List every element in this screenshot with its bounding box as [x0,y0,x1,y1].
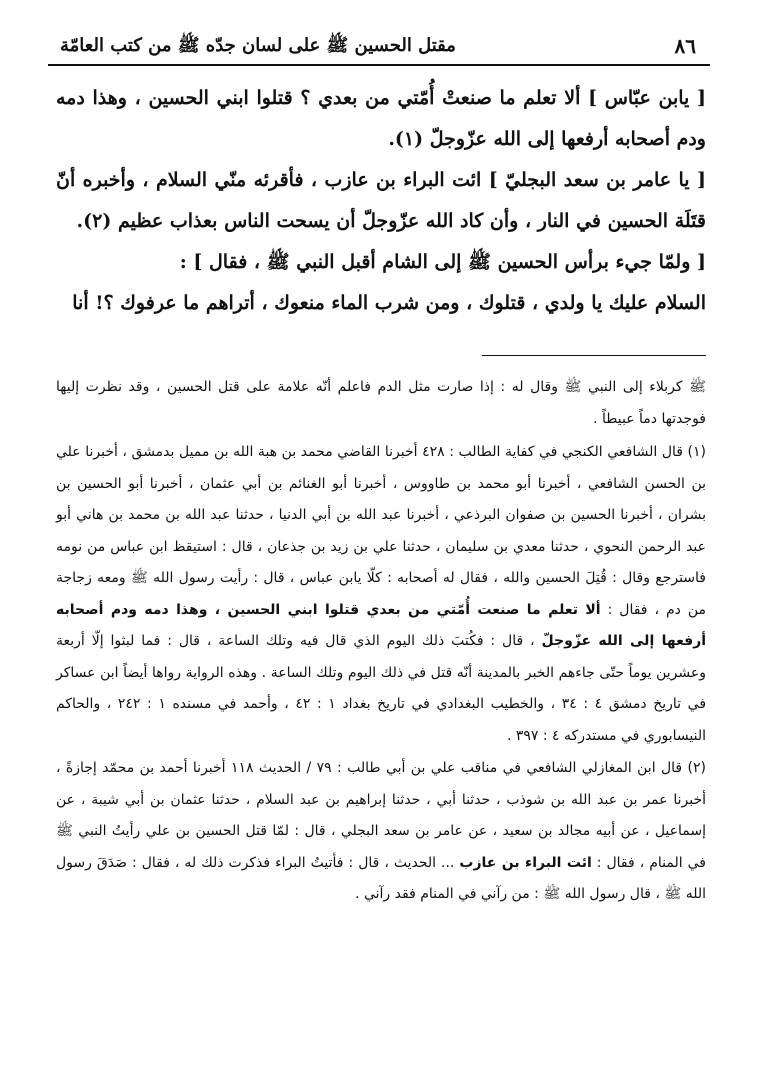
footnote-1-text-b: ، قال : فكُتبَ ذلك اليوم الذي قال فيه وتلك الساعة ، قال : فما لبثوا إلّا أربعة وعشرين يوماً حتّى جاءهم الخبر بالمدينة أنّه قتل في ذلك اليوم وتلك الساعة . وهذه الرواية رواها أيضاً ابن عساكر في تاريخ دمشق ٤ : ٣٤ ، والخطيب البغدادي في تاريخ بغداد ١ : ٤٢ ، وأحمد في مسنده ١ : ٢٤٢ ، والحاكم النيسابوري في مستدركه ٤ : ٣٩٧ . [56,633,707,744]
footnote-1-bold-quote: ألا تعلم ما صنعت أُمّتي من بعدي قتلوا ابني الحسين ، وهذا دمه ودم أصحابه أرفعها إلى الله عزّوجلّ [56,601,706,649]
footnote-2 [56,753,706,911]
footnote-1-text-a: (١) قال الشافعي الكنجي في كفاية الطالب : ٤٢٨ أخبرنا القاضي محمد بن هبة الله بن مميل بدمشق ، أخبرنا علي بن الحسن الشافعي ، أخبرنا أبو محمد بن طاووس ، أخبرنا أبو الغنائم بن أبي عثمان ، أخبرنا أبو الحسين بن بشران ، أخبرنا الحسين بن صفوان البرذعي ، أخبرنا عبد الله بن أبي الدنيا ، حدثنا عبد الله بن محمد بن هاني أبو عبد الرحمن النحوي ، حدثنا معدي بن سليمان ، حدثنا علي بن زيد بن جذعان ، قال : استيقظ ابن عباس من نومه فاسترجع وقال : قُتِلَ الحسين والله ، فقال له أصحابه : كلّا يابن عباس ، قال : رأيت رسول الله ﷺ ومعه زجاجة من دم ، فقال : [56,444,707,618]
footnote-2-text-b: ... الحديث ، قال : فأتيتُ البراء فذكرت ذلك له ، فقال : صَدَقَ رسول الله ﷺ ، قال رسول الله ﷺ : من رآني في المنام فقد رآني . [56,854,706,902]
footnotes [56,372,706,911]
footnote-continuation: ﷺ كربلاء إلى النبي ﷺ وقال له : إذا صارت مثل الدم فاعلم أنّه علامة على قتل الحسين ، وقد نظرت إليها فوجدتها دماً عبيطاً . [56,379,706,427]
footnote-1 [56,437,706,752]
page-number: ٨٦ [674,34,696,58]
main-text [56,78,706,324]
main-paragraph: [ ولمّا جيء برأس الحسين ﷺ إلى الشام أقبل النبي ﷺ ، فقال ] : [179,251,706,273]
footnote-separator [482,355,706,356]
main-paragraph: السلام عليك يا ولدي ، قتلوك ، ومن شرب الماء منعوك ، أتراهم ما عرفوك ؟! أنا [72,292,706,314]
main-paragraph: [ يابن عبّاس ] ألا تعلم ما صنعتْ أُمّتي من بعدي ؟ قتلوا ابني الحسين ، وهذا دمه ودم أصحابه أرفعها إلى الله عزّوجلّ (١). [56,87,706,150]
running-title: مقتل الحسين ﷺ على لسان جدّه ﷺ من كتب العامّة [60,35,456,56]
footnote-2-text-a: (٢) قال ابن المغازلي الشافعي في مناقب علي بن أبي طالب : ٧٩ / الحديث ١١٨ أخبرنا أحمد بن محمّد إجازةً ، أخبرنا عمر بن عبد الله بن شوذب ، حدثنا أبي ، حدثنا إبراهيم بن عبد السلام ، حدثنا عثمان بن أبي شيبة ، عن إسماعيل ، عن أبيه مجالد بن سعيد ، عن عامر بن سعد البجلي ، قال : لمّا قتل الحسين بن علي رأيتُ النبي ﷺ في المنام ، فقال : [56,760,706,871]
page-header [48,30,708,66]
main-paragraph: [ يا عامر بن سعد البجليّ ] ائت البراء بن عازب ، فأقرئه منّي السلام ، وأخبره أنّ قتَلَة الحسين في النار ، وأن كاد الله عزّوجلّ أن يسحت الناس بعذاب عظيم (٢). [56,169,706,232]
footnote-2-bold-quote: ائت البراء بن عازب [459,854,592,871]
header-rule [48,64,710,66]
